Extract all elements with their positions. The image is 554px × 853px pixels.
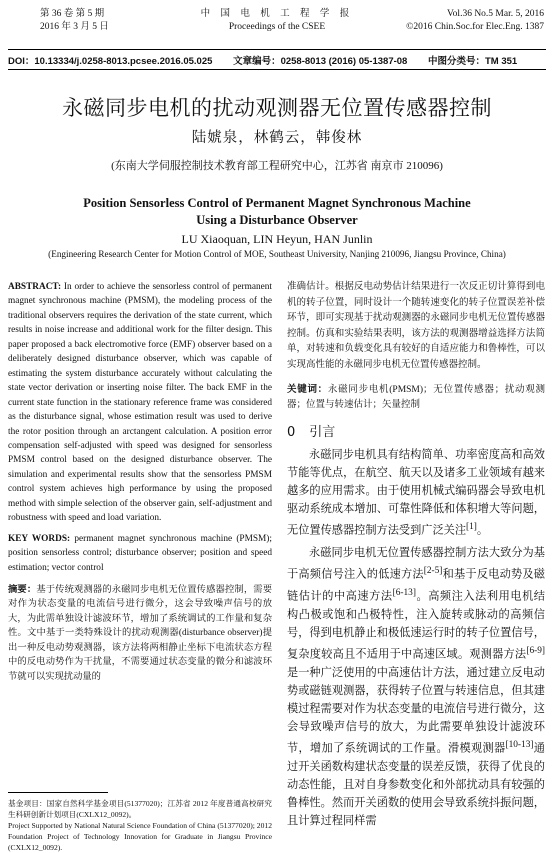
footnote-rule <box>8 792 108 793</box>
authors-en: LU Xiaoquan, LIN Heyun, HAN Junlin <box>181 232 373 246</box>
keywords-cn-text: 永磁同步电机(PMSM)；无位置传感器；扰动观测器；位置与转速估计；矢量控制 <box>287 384 545 411</box>
meta-rule <box>8 69 546 70</box>
header-rule <box>8 49 546 50</box>
abstract-en-label: ABSTRACT: <box>8 282 62 292</box>
citation[interactable]: [10-13] <box>505 740 534 751</box>
abstract-cn-label: 摘要： <box>8 585 37 596</box>
journal-name-cn: 中 国 电 机 工 程 学 报 <box>200 9 354 19</box>
section-heading <box>287 421 545 440</box>
affiliation-en: (Engineering Research Center for Motion Control of MOE, Southeast University, Nanjing 210096, Jiangsu Province, China) <box>48 249 506 259</box>
issue-date: 2016 年 3 月 5 日 <box>40 22 109 32</box>
intro-p2-text: 和基于反电动势及磁链估计的中高速方法 <box>287 568 545 603</box>
intro-paragraph-1 <box>287 446 545 540</box>
copyright-page: ©2016 Chin.Soc.for Elec.Eng. 1387 <box>406 22 544 32</box>
section-number: 0 <box>287 424 296 440</box>
article-meta <box>8 53 546 67</box>
intro-paragraph-2 <box>287 544 545 830</box>
affiliation-cn: (东南大学伺服控制技术教育部工程研究中心，江苏省 南京市 210096) <box>111 160 443 172</box>
intro-p2-text: 是一种广泛使用的中高速估计方法，通过建立反电动势或磁链观测器，获得转子位置与转速信息，但其建模过程需要对作为状态变量的电流信号进行微分，这会导致噪声信号的放大，为此需要单独设计滤波环节，增加了系统调试的工作量。滑模观测器 <box>287 666 545 755</box>
keywords-en <box>8 532 272 575</box>
citation[interactable]: [6-13] <box>392 587 416 598</box>
volume-issue: 第 36 卷 第 5 期 <box>40 9 105 19</box>
title-en-line2: Using a Disturbance Observer <box>196 213 358 227</box>
citation[interactable]: [6-9] <box>526 645 545 656</box>
citation[interactable]: [1] <box>466 522 477 533</box>
abstract-en <box>8 280 272 526</box>
clc-number: 中图分类号：TM 351 <box>427 56 518 67</box>
section-title: 引言 <box>309 424 336 440</box>
title-cn: 永磁同步电机的扰动观测器无位置传感器控制 <box>62 96 492 120</box>
keywords-en-text: permanent magnet synchronous machine (PMSM); position sensorless control; disturbance observer; position and speed estimation; vector control <box>8 533 272 573</box>
title-en <box>40 195 514 229</box>
left-column <box>8 280 272 684</box>
authors-cn: 陆婋泉，林鹤云，韩俊林 <box>191 130 363 146</box>
article-id: 文章编号：0258-8013 (2016) 05-1387-08 <box>233 56 408 67</box>
footnote-funding-cn: 基金项目：国家自然科学基金项目(51377020)；江苏省 2012 年度普通高校研究生科研创新计划项目(CXLX12_0092)。 <box>8 799 272 819</box>
abstract-cn-continued: 准确估计。根据反电动势估计结果进行一次反正切计算得到电机的转子位置，同时设计一个随转速变化的转子位置误差补偿环节，即可实现基于扰动观测器的永磁同步电机无位置传感器控制。仿真和实验结果表明，该方法的观测器增益选择方法简单，对转速和负载变化具有较好的自适应能力和鲁棒性，可以实现高性能的永磁同步电机无位置传感器控制。 <box>287 282 545 370</box>
journal-name-en: Proceedings of the CSEE <box>228 22 326 32</box>
running-header <box>10 8 544 44</box>
abstract-cn <box>8 583 272 684</box>
right-column <box>287 280 545 830</box>
abstract-cn-text: 基于传统观测器的永磁同步电机无位置传感器控制，需要对作为状态变量的电流信号进行微分，这会导致噪声信号的放大，为此需单独设计滤波环节，增加了系统调试的工作量和复杂性。文中基于一类特殊设计的扰动观测器(disturbance observer)提出一种反电动势观测器，该方法将两相静止坐标下电流状态方程中的反电动势作为干扰量，不需要通过状态变量的微分和滤波环节就可以实现扰动量的 <box>8 585 272 682</box>
keywords-cn <box>287 383 545 414</box>
keywords-cn-label: 关键词： <box>287 384 328 395</box>
title-en-line1: Position Sensorless Control of Permanent Magnet Synchronous Machine <box>83 196 471 210</box>
footnote-funding-en: Project Supported by National Natural Science Foundation of China (51377020); 2012 Foundation Project of Technology Innovation for Graduate in Jiangsu Province (CXLX12_0092). <box>8 821 272 852</box>
keywords-en-label: KEY WORDS: <box>8 533 71 544</box>
intro-p2-text: 永磁同步电机无位置传感器控制方法大致分为基于高频信号注入的低速方法 <box>287 546 545 581</box>
intro-p2-text: 通过开关函数构建状态变量的误差反馈，获得了优良的动态性能，且对自身参数变化和外部扰动具有较强的鲁棒性。然而开关函数的使用会导致系统抖振问题，且计算过程同样需 <box>287 742 545 828</box>
abstract-en-text: In order to achieve the sensorless control of permanent magnet synchronous machine (PMSM), the modeling process of the traditional observers requires the derivation of the state current, which results in noise increase and additional work for the filter design. This paper proposed a back electromotive force (EMF) observer based on a deliberately designed disturbance observer, which was capable of estimating the system disturbance accurately without calculating the state vector derivation or inserting noise filter. The back EMF in the current state function in the stationary reference frame was considered as the disturbance signal, whose estimation result was used to derive the rotor position through an arctangent calculation. A position error compensation self-adjusted with speed was designed for sensorless PMSM control based on the designed disturbance observer. The simulation and experimental results show that the sensorless PMSM control system achieves high performance by using the proposed method with simple selection of the observer gain, self-adjustment and robustness with speed and load variation. <box>8 282 272 524</box>
intro-p2-text: 。高频注入法利用电机结构凸极或饱和凸极特性，注入旋转或脉动的高频信号，得到电机静止和极低速运行时的转子位置信号，复杂度较高且不适用于中高速区域。观测器方法 <box>287 590 545 661</box>
intro-p1-text: 永磁同步电机具有结构简单、功率密度高和高效节能等优点，在航空、航天以及诸多工业领域有越来越多的应用需求。由于使用机械式编码器会导致电机驱动系统成本增加、可靠性降低和体积增大等问题，无位置传感器控制方法受到广泛关注 <box>287 448 545 537</box>
citation[interactable]: [2-5] <box>423 566 443 577</box>
header-right <box>406 8 544 34</box>
intro-p1-end: 。 <box>476 524 489 537</box>
doi: DOI：10.13334/j.0258-8013.pcsee.2016.05.025 <box>8 56 213 67</box>
volume-issue-en: Vol.36 No.5 Mar. 5, 2016 <box>447 9 544 19</box>
